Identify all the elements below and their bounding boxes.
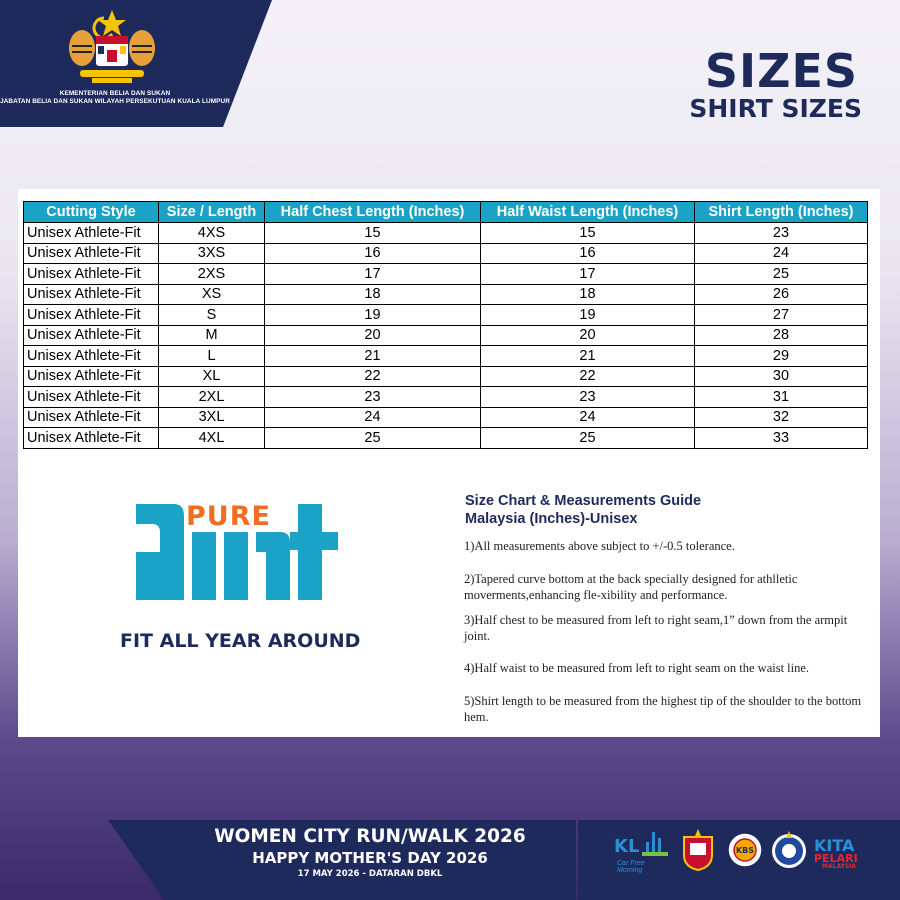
table-cell: 23: [265, 387, 481, 408]
content-panel: [18, 189, 880, 737]
table-cell: 24: [265, 407, 481, 428]
table-cell: 15: [481, 223, 695, 244]
table-cell: 17: [481, 264, 695, 285]
table-cell: 20: [481, 325, 695, 346]
table-cell: 2XL: [159, 387, 265, 408]
event-date: 17 MAY 2026 - DATARAN DBKL: [297, 869, 443, 879]
kl-logo-subtext: Car Free Morning: [617, 860, 645, 874]
table-cell: 23: [481, 387, 695, 408]
guide-title: [465, 492, 701, 528]
table-cell: 33: [695, 428, 868, 449]
table-cell: 4XL: [159, 428, 265, 449]
table-row: [24, 264, 868, 285]
table-cell: 25: [695, 264, 868, 285]
table-row: [24, 346, 868, 367]
table-cell: Unisex Athlete-Fit: [24, 223, 159, 244]
page-subtitle: SHIRT SIZES: [689, 94, 862, 123]
table-cell: 18: [265, 284, 481, 305]
table-cell: 16: [481, 243, 695, 264]
guide-note: 4)Half waist to be measured from left to right seam on the waist line.: [464, 661, 810, 675]
table-cell: 25: [481, 428, 695, 449]
table-cell: S: [159, 305, 265, 326]
malaysia-coat-of-arms-icon: [62, 8, 162, 86]
table-cell: 19: [481, 305, 695, 326]
table-cell: Unisex Athlete-Fit: [24, 305, 159, 326]
table-row: [24, 428, 868, 449]
table-cell: Unisex Athlete-Fit: [24, 243, 159, 264]
department-name: JABATAN BELIA DAN SUKAN WILAYAH PERSEKUTUAN KUALA LUMPUR: [0, 98, 230, 105]
table-row: [24, 366, 868, 387]
table-cell: Unisex Athlete-Fit: [24, 346, 159, 367]
svg-text:KBS: KBS: [735, 846, 755, 855]
guide-title-line1: Size Chart & Measurements Guide: [465, 493, 702, 509]
aiit-logo-icon: [130, 502, 342, 602]
table-cell: Unisex Athlete-Fit: [24, 428, 159, 449]
kita-pelari-logo-text: KITA: [814, 836, 855, 855]
table-cell: Unisex Athlete-Fit: [24, 407, 159, 428]
kbs-seal-icon: [727, 832, 763, 868]
table-row: [24, 243, 868, 264]
table-cell: 26: [695, 284, 868, 305]
dbkl-crest-icon: [680, 829, 716, 871]
table-row: [24, 387, 868, 408]
table-cell: 21: [481, 346, 695, 367]
table-cell: 24: [695, 243, 868, 264]
table-cell: 21: [265, 346, 481, 367]
size-table: [23, 201, 868, 449]
table-cell: 28: [695, 325, 868, 346]
table-cell: L: [159, 346, 265, 367]
table-cell: 30: [695, 366, 868, 387]
event-title: WOMEN CITY RUN/WALK 2026: [214, 826, 526, 847]
table-cell: 15: [265, 223, 481, 244]
column-header: Size / Length: [159, 202, 265, 223]
column-header: Half Waist Length (Inches): [481, 202, 695, 223]
guide-note: 1)All measurements above subject to +/-0.5 tolerance.: [464, 539, 735, 553]
kita-pelari-logo-text: PELARI: [814, 852, 858, 865]
kl-logo-text: KL: [614, 836, 640, 857]
table-row: [24, 305, 868, 326]
table-cell: 2XS: [159, 264, 265, 285]
table-cell: Unisex Athlete-Fit: [24, 325, 159, 346]
police-badge-icon: [770, 830, 808, 870]
table-cell: 22: [481, 366, 695, 387]
table-row: [24, 284, 868, 305]
table-cell: 4XS: [159, 223, 265, 244]
brand-tagline: FIT ALL YEAR AROUND: [120, 630, 361, 652]
table-cell: 17: [265, 264, 481, 285]
table-cell: 3XS: [159, 243, 265, 264]
column-header: Shirt Length (Inches): [695, 202, 868, 223]
table-cell: Unisex Athlete-Fit: [24, 387, 159, 408]
table-cell: 25: [265, 428, 481, 449]
table-cell: 16: [265, 243, 481, 264]
table-cell: 24: [481, 407, 695, 428]
table-cell: 23: [695, 223, 868, 244]
column-header: Half Chest Length (Inches): [265, 202, 481, 223]
column-header: Cutting Style: [24, 202, 159, 223]
table-row: [24, 223, 868, 244]
table-cell: Unisex Athlete-Fit: [24, 366, 159, 387]
table-cell: Unisex Athlete-Fit: [24, 264, 159, 285]
table-cell: M: [159, 325, 265, 346]
table-cell: XS: [159, 284, 265, 305]
guide-title-line2: Malaysia (Inches)-Unisex: [465, 511, 638, 527]
guide-note: 3)Half chest to be measured from left to right seam,1” down from the armpit joint.: [464, 613, 848, 643]
guide-note: 2)Tapered curve bottom at the back specially designed for athlletic moverments,enhancing fle-xibility and performance.: [464, 572, 798, 602]
table-header-row: [24, 202, 868, 223]
table-cell: 29: [695, 346, 868, 367]
table-cell: 27: [695, 305, 868, 326]
table-cell: 31: [695, 387, 868, 408]
table-row: [24, 325, 868, 346]
table-cell: Unisex Athlete-Fit: [24, 284, 159, 305]
table-cell: 20: [265, 325, 481, 346]
ministry-name: KEMENTERIAN BELIA DAN SUKAN: [59, 90, 171, 97]
table-cell: 32: [695, 407, 868, 428]
table-cell: 19: [265, 305, 481, 326]
table-row: [24, 407, 868, 428]
brand-pure-text: PURE: [186, 501, 271, 532]
table-cell: XL: [159, 366, 265, 387]
table-cell: 18: [481, 284, 695, 305]
guide-note: 5)Shirt length to be measured from the highest tip of the shoulder to the bottom hem.: [464, 694, 862, 724]
table-cell: 22: [265, 366, 481, 387]
kita-pelari-logo-text: MALAYSIA: [822, 863, 857, 870]
table-cell: 3XL: [159, 407, 265, 428]
event-subtitle: HAPPY MOTHER'S DAY 2026: [252, 849, 488, 867]
page-title: SIZES: [704, 44, 858, 98]
